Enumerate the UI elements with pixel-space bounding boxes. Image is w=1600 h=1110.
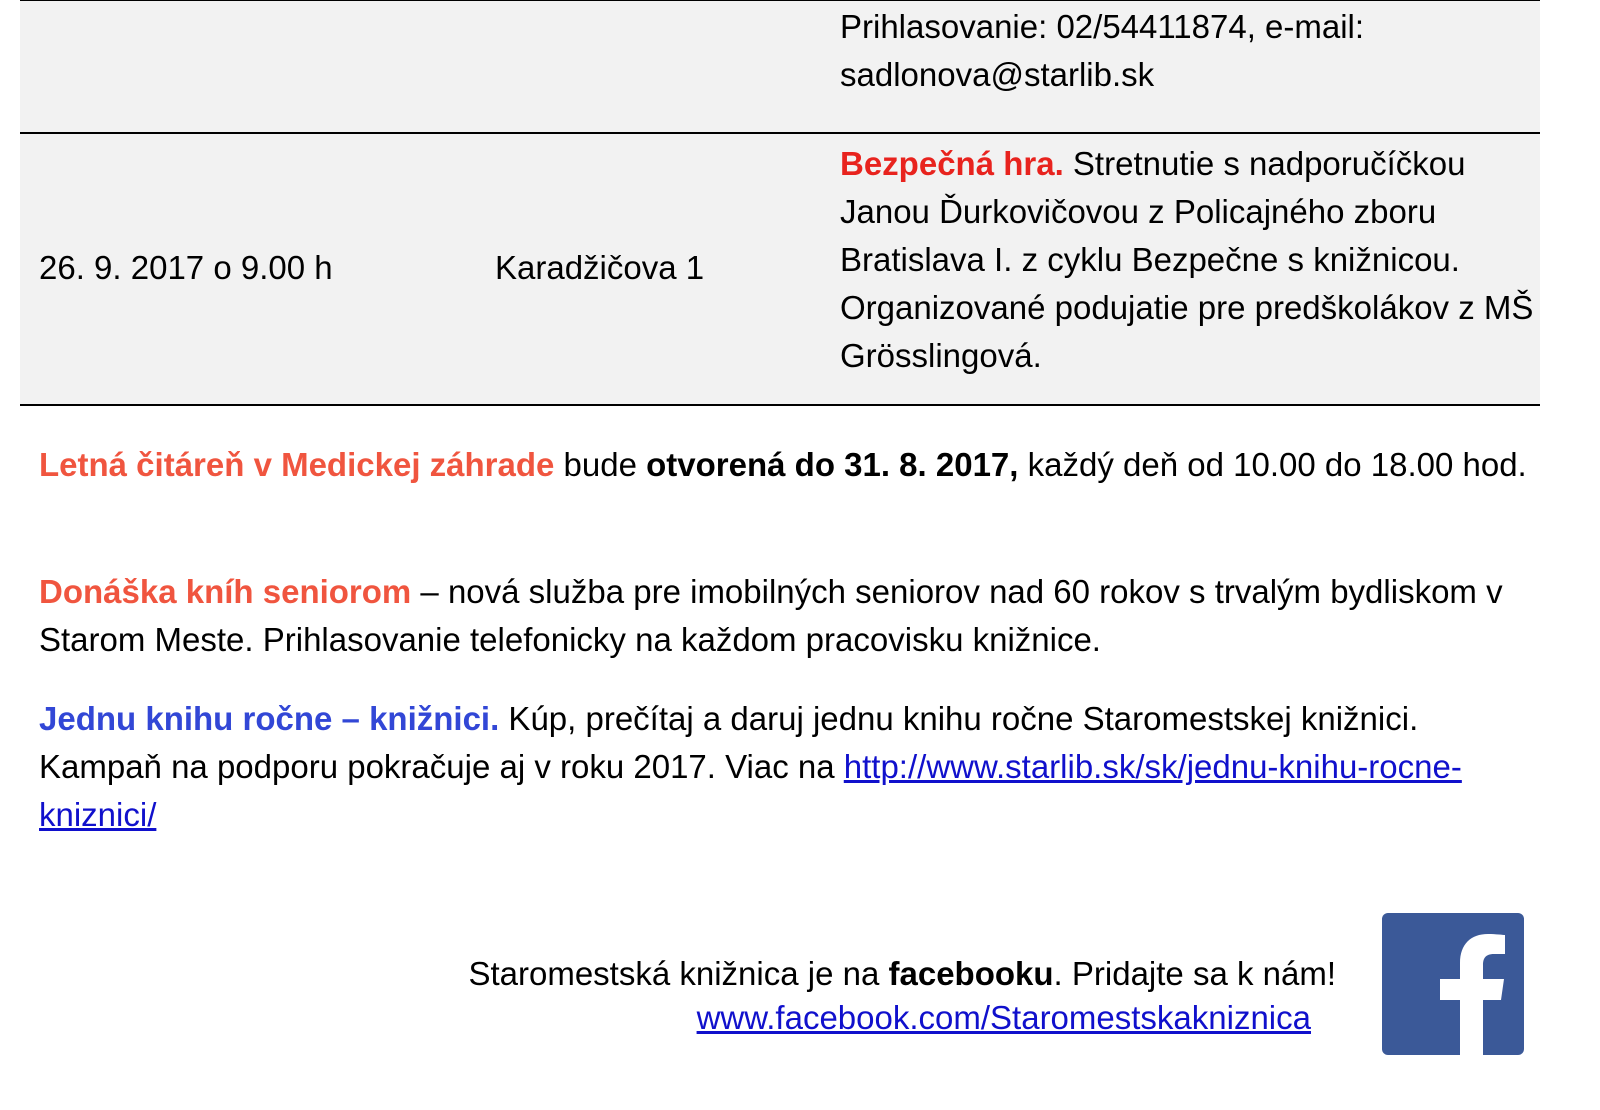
facebook-text-after: . Pridajte sa k nám! [1053, 955, 1336, 992]
facebook-f-glyph [1382, 913, 1524, 1055]
facebook-url-line [697, 996, 1311, 1040]
event-date: 26. 9. 2017 o 9.00 h [39, 249, 333, 286]
book-delivery-paragraph [39, 568, 1539, 664]
summer-reading-paragraph [39, 441, 1539, 489]
summer-reading-text-before: bude [554, 446, 647, 483]
events-table [20, 0, 1540, 406]
facebook-text-before: Staromestská knižnica je na [468, 955, 889, 992]
table-row [20, 0, 1540, 134]
one-book-link[interactable]: http://www.starlib.sk/sk/jednu-knihu-rocne-kniznici/ [39, 748, 1462, 833]
event-place: Karadžičova 1 [495, 249, 705, 286]
table-row [20, 134, 1540, 406]
book-delivery-title: Donáška kníh seniorom [39, 573, 412, 610]
facebook-icon[interactable] [1382, 913, 1524, 1055]
facebook-invite [468, 952, 1336, 996]
event-text: Stretnutie s nadporučíčkou Janou Ďurkovičovou z Policajného zboru Bratislava I. z cyklu Bezpečne s knižnicou. Organizované podujatie pre predškolákov z MŠ Grösslingová. [840, 145, 1534, 374]
facebook-bold-word: facebooku [888, 955, 1054, 992]
summer-reading-title: Letná čitáreň v Medickej záhrade [39, 446, 555, 483]
book-delivery-text: – nová služba pre imobilných seniorov nad 60 rokov s trvalým bydliskom v Starom Meste. Prihlasovanie telefonicky na každom pracovisku knižnice. [39, 573, 1503, 658]
summer-reading-hours: každý deň od 10.00 do 18.00 hod. [1018, 446, 1527, 483]
one-book-title: Jednu knihu ročne – knižnici. [39, 700, 500, 737]
one-book-paragraph [39, 695, 1539, 839]
event-title: Bezpečná hra. [840, 145, 1064, 182]
facebook-link[interactable]: www.facebook.com/Staromestskakniznica [696, 999, 1311, 1036]
summer-reading-dates: otvorená do 31. 8. 2017, [646, 446, 1019, 483]
event-description [840, 3, 1535, 99]
one-book-text: Kúp, prečítaj a daruj jednu knihu ročne Staromestskej knižnici. Kampaň na podporu pokračuje aj v roku 2017. Viac na [39, 700, 1419, 785]
registration-contact: Prihlasovanie: 02/54411874, e-mail: sadlonova@starlib.sk [840, 8, 1365, 93]
event-description [840, 140, 1535, 380]
